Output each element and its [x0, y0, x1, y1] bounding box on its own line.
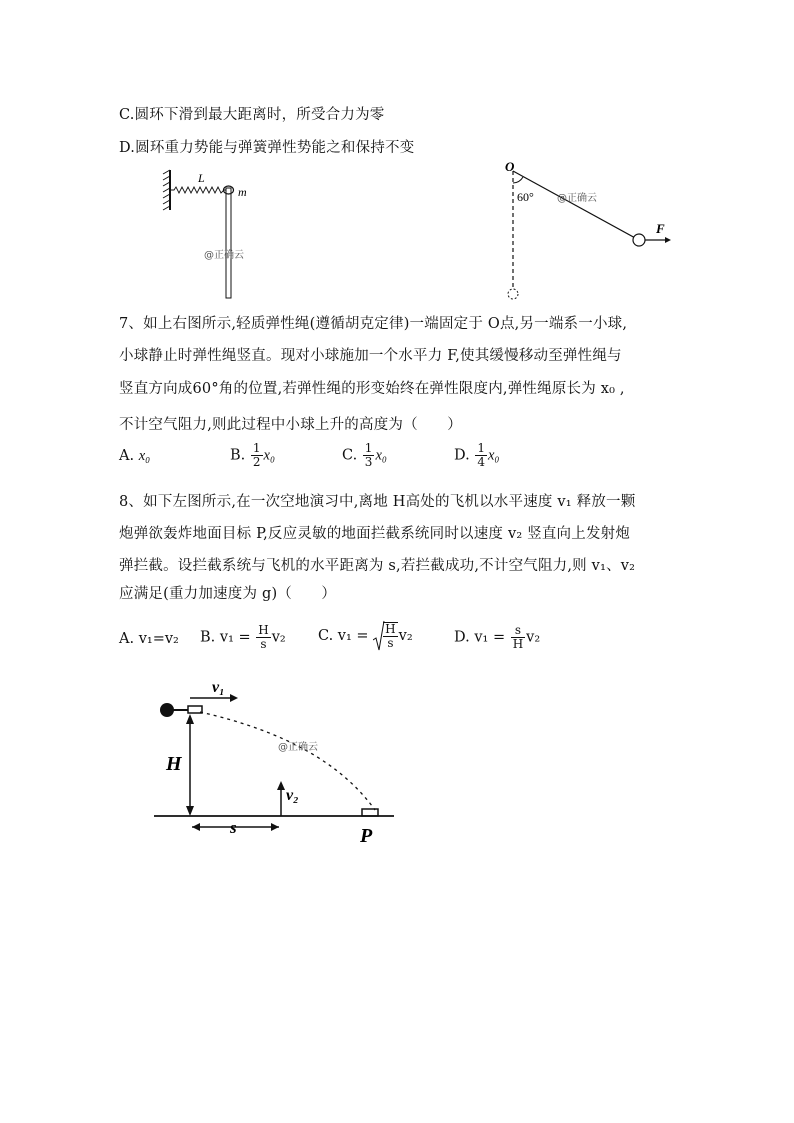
q7-option-d [454, 442, 499, 469]
v2-arrow-head [277, 781, 285, 790]
label-60-degree: 60° [517, 190, 534, 204]
q8-option-c [318, 620, 413, 652]
height-arrow-head-bottom [186, 806, 194, 816]
fraction [256, 624, 270, 651]
label-P: P [360, 825, 373, 847]
denominator: 4 [477, 455, 485, 469]
elastic-rope [513, 171, 637, 239]
numerator: H [385, 622, 396, 636]
option-label: B. v₁ = [200, 629, 251, 646]
label-O: O [505, 159, 515, 174]
label-H: H [166, 753, 182, 775]
q7-line-3: 竖直方向成60°角的位置,若弹性绳的形变始终在弹性限度内,弹性绳原长为 x₀ , [119, 381, 625, 397]
q8-option-a: A. v₁=v₂ [119, 631, 179, 647]
fraction [251, 442, 263, 469]
fraction [383, 622, 397, 650]
option-suffix: v₂ [398, 628, 413, 644]
q8-line-3: 弹拦截。设拦截系统与飞机的水平距离为 s,若拦截成功,不计空气阻力,则 v₁、v₂ [119, 558, 636, 574]
denominator: 3 [364, 455, 373, 469]
label-L: L [198, 171, 205, 185]
option-var: x₀ [138, 448, 151, 464]
plane-icon [160, 703, 174, 717]
watermark: @正确云 [278, 742, 318, 753]
q7-line-4: 不计空气阻力,则此过程中小球上升的高度为（ ） [119, 417, 462, 433]
q7-option-b [230, 442, 275, 469]
option-label: A. [119, 448, 135, 464]
q7-line-2: 小球静止时弹性绳竖直。现对小球施加一个水平力 F,使其缓慢移动至弹性绳与 [119, 348, 622, 364]
wall-hatch [163, 170, 170, 210]
bomb-box [188, 706, 202, 713]
q7-line-1: 7、如上右图所示,轻质弹性绳(遵循胡克定律)一端固定于 O点,另一端系一小球, [119, 316, 628, 332]
watermark: @正确云 [204, 250, 244, 261]
label-m: m [238, 185, 247, 199]
fraction [511, 624, 525, 651]
label-F: F [656, 221, 665, 236]
spring-ring-figure [160, 160, 270, 300]
q8-line-1: 8、如下左图所示,在一次空地演习中,离地 H高处的飞机以水平速度 v₁ 释放一颗 [119, 494, 636, 510]
option-suffix: v₂ [271, 629, 286, 646]
watermark: @正确云 [557, 193, 597, 204]
denominator: s [387, 636, 394, 650]
distance-arrow-head-right [271, 823, 279, 831]
q8-line-2: 炮弹欲轰炸地面目标 P,反应灵敏的地面拦截系统同时以速度 v₂ 竖直向上发射炮 [119, 526, 631, 542]
option-suffix: v₂ [526, 629, 541, 646]
option-label: D. [454, 447, 470, 464]
angle-arc [513, 177, 523, 183]
v1-arrow-head [230, 694, 238, 702]
vertical-rod [226, 188, 231, 298]
numerator: 1 [252, 441, 261, 455]
q8-option-b [200, 624, 286, 651]
q8-option-d [454, 624, 540, 651]
label-s: s [230, 818, 237, 837]
denominator: H [512, 637, 524, 651]
fraction [475, 442, 487, 469]
pendulum-figure [495, 157, 675, 302]
square-root [373, 620, 398, 652]
target-box [362, 809, 378, 816]
option-var: x₀ [487, 447, 500, 464]
rest-position-ball [508, 289, 518, 299]
force-arrow-head [665, 237, 671, 243]
numerator: 1 [477, 441, 485, 455]
spring [170, 187, 226, 193]
numerator: s [511, 624, 525, 638]
numerator: 1 [364, 441, 373, 455]
option-label: D. v₁ = [454, 629, 506, 646]
q8-line-4: 应满足(重力加速度为 g)（ ） [119, 586, 337, 602]
height-arrow-head-top [186, 714, 194, 724]
distance-arrow-head-left [192, 823, 200, 831]
label-v2: v₂ [286, 787, 299, 804]
denominator: 2 [252, 455, 261, 469]
label-v1: v₁ [212, 679, 225, 696]
denominator: s [260, 637, 267, 651]
numerator: H [258, 623, 269, 637]
option-label: C. v₁ = [318, 628, 369, 644]
q7-option-a [119, 448, 150, 465]
q6-option-d: D.圆环重力势能与弹簧弹性势能之和保持不变 [119, 140, 415, 156]
option-label: C. [342, 447, 358, 464]
ball [633, 234, 645, 246]
fraction [363, 442, 375, 469]
q7-option-c [342, 442, 387, 469]
option-var: x₀ [263, 447, 275, 464]
interception-figure [150, 670, 410, 850]
option-var: x₀ [375, 447, 387, 464]
q6-option-c: C.圆环下滑到最大距离时，所受合力为零 [119, 107, 385, 123]
option-label: B. [230, 447, 246, 464]
